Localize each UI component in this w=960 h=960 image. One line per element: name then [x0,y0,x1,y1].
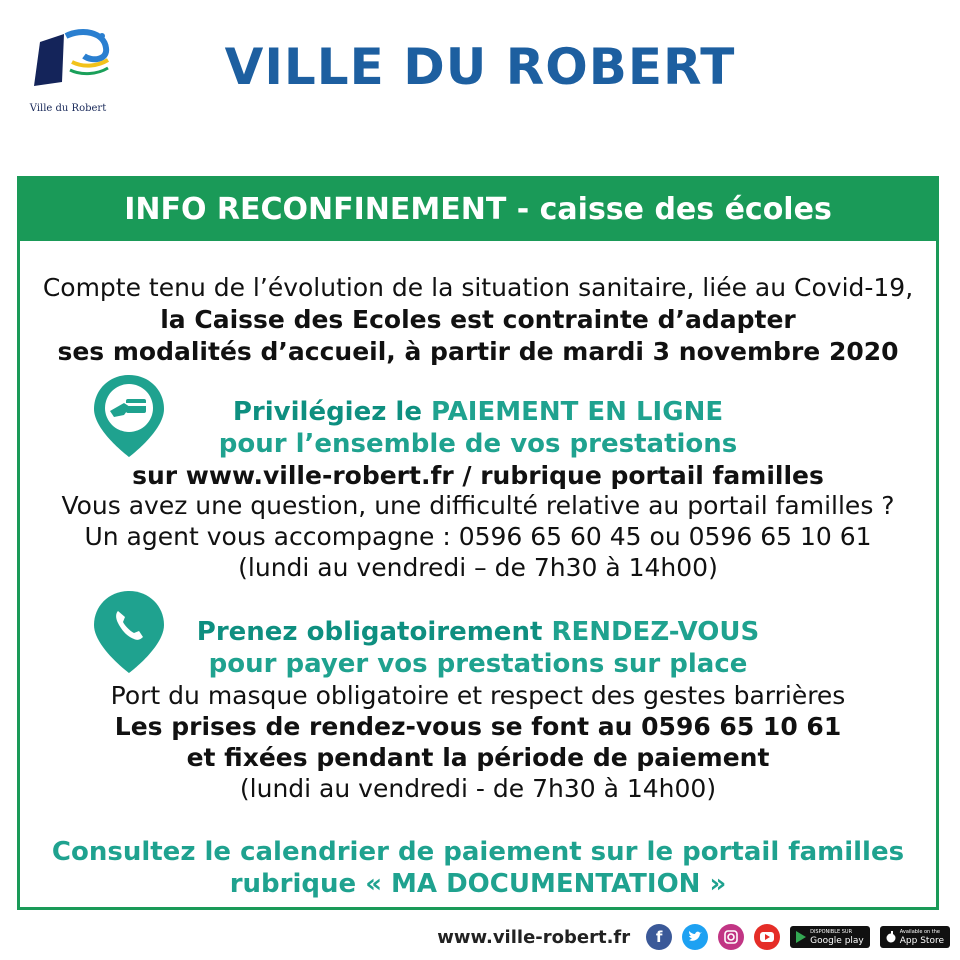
online-heading-line-1 [20,397,936,427]
appointment-bold-2: et fixées pendant la période de paiement [186,743,770,772]
online-agent: Un agent vous accompagne : 0596 65 60 45 ou 0596 65 10 61 [84,522,872,551]
google-play-icon [796,931,806,943]
intro-line-1: Compte tenu de l’évolution de la situation sanitaire, liée au Covid-19, [42,273,914,302]
appointment-heading-highlight: RENDEZ-VOUS [551,617,760,647]
online-heading-highlight: PAIEMENT EN LIGNE [431,397,724,427]
card-title: INFO RECONFINEMENT - caisse des écoles [20,179,936,241]
logo-text: Ville du Robert [29,103,107,114]
google-play-badge[interactable] [790,926,870,948]
facebook-icon[interactable]: f [646,924,672,950]
appointment-heading-prefix: Prenez obligatoirement [196,617,552,647]
footer-url-link[interactable]: www.ville-robert.fr [437,926,631,948]
footer [437,922,950,952]
appointment-heading-line-2: pour payer vos prestations sur place [208,649,748,679]
info-card [17,176,939,910]
instagram-icon[interactable] [718,924,744,950]
intro-line-3: ses modalités d’accueil, à partir de mardi 3 novembre 2020 [57,337,899,366]
appointment-mask: Port du masque obligatoire et respect des gestes barrières [110,681,846,710]
app-store-label: App Store [899,936,944,946]
appointment-bold-1: Les prises de rendez-vous se font au 0596 65 10 61 [114,712,842,741]
twitter-icon[interactable] [682,924,708,950]
online-url-line: sur www.ville-robert.fr / rubrique portail familles [132,461,824,490]
appointment-heading-line-1 [20,617,936,647]
calendar-line-1: Consultez le calendrier de paiement sur le portail familles [51,837,905,867]
youtube-icon[interactable] [754,924,780,950]
online-heading-line-2: pour l’ensemble de vos prestations [218,429,738,459]
appointment-hours: (lundi au vendredi - de 7h30 à 14h00) [239,774,717,803]
online-question: Vous avez une question, une difficulté relative au portail familles ? [61,491,895,520]
page-title: VILLE DU ROBERT [224,38,736,96]
google-play-label: Google play [810,936,864,946]
calendar-line-2: rubrique « MA DOCUMENTATION » [229,869,727,899]
online-hours: (lundi au vendredi – de 7h30 à 14h00) [238,553,718,582]
online-heading-prefix: Privilégiez le [232,397,432,427]
google-play-small: DISPONIBLE SUR [810,929,853,935]
app-store-small: Available on the [899,929,941,935]
apple-icon [886,931,896,943]
intro-line-2: la Caisse des Ecoles est contrainte d’adapter [160,305,796,334]
app-store-badge[interactable] [880,926,950,948]
